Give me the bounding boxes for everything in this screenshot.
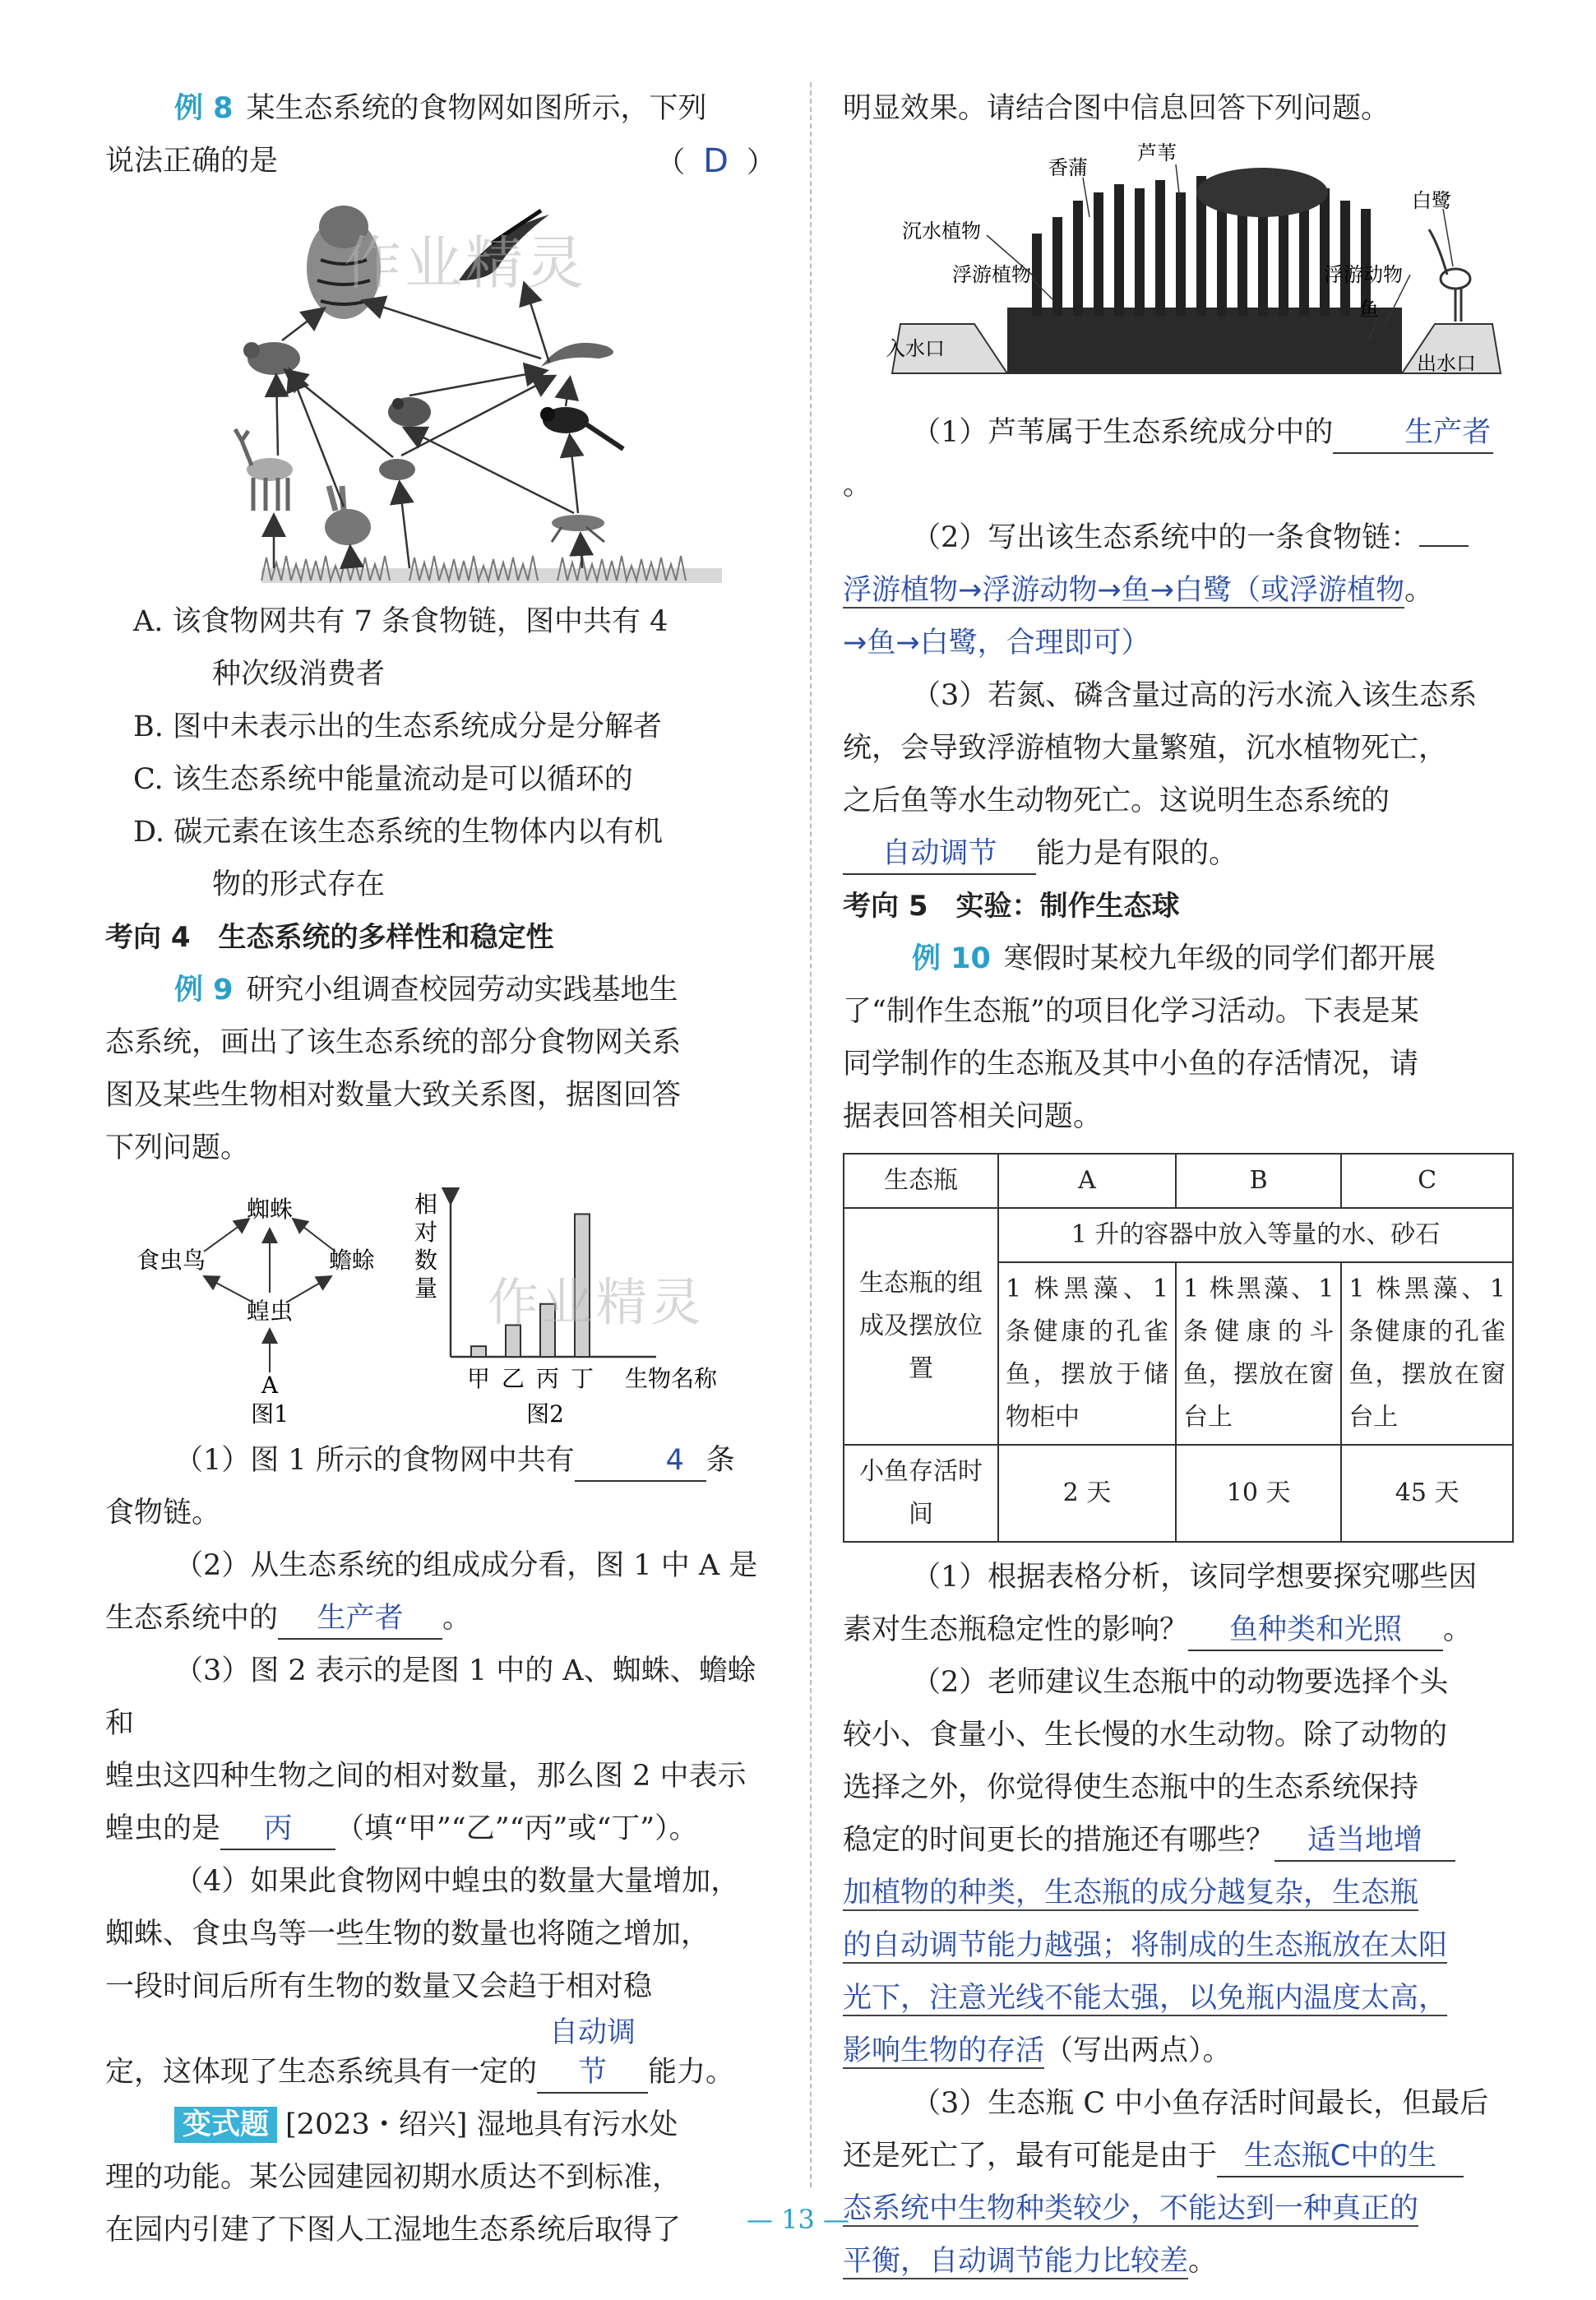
ex10-a2-answer-2: 加植物的种类，生态瓶的成分越复杂，生态瓶	[843, 1877, 1419, 1909]
ex8-answer-bracket	[656, 135, 775, 189]
magpie-icon	[540, 407, 623, 449]
ex9-intro-4: 下列问题。	[105, 1131, 250, 1164]
variant-a2-line2	[843, 617, 1513, 669]
fig2-tick-labels	[467, 1365, 594, 1392]
table-header: 生态瓶	[844, 1154, 998, 1208]
ex9-intro	[105, 964, 775, 1016]
ex9-a3-blank: 丙	[220, 1809, 335, 1850]
ex10-q3: （3）生态瓶 C 中小鱼存活时间最长，但最后	[912, 2087, 1489, 2120]
ex10-intro-1: 寒假时某校九年级的同学们都开展	[1003, 942, 1436, 975]
grasshopper-icon	[552, 515, 604, 542]
ex10-q2: （2）老师建议生态瓶中的动物要选择个头	[912, 1666, 1449, 1699]
variant-a2-answer-2: →鱼→白鹭，合理即可）	[843, 627, 1150, 659]
table-header: C	[1341, 1154, 1513, 1208]
variant-text-1: 湿地具有污水处	[476, 2108, 678, 2141]
ex9-q4-end: 能力。	[648, 2056, 735, 2089]
ex9-q1-cont: 食物链。	[105, 1497, 221, 1529]
fig2-ylabel-3: 量	[414, 1275, 438, 1302]
fig1-locust-label: 蝗虫	[246, 1298, 294, 1325]
table-cell-sc: 45 天	[1341, 1445, 1513, 1542]
variant-q1	[843, 406, 1513, 511]
paren-right: ）	[746, 146, 775, 179]
ex10-q1-cont	[843, 1604, 1513, 1656]
variant-q3-cont2: 之后鱼等水生动物死亡。这说明生态系统的	[843, 784, 1390, 817]
rabbit-icon	[325, 486, 371, 545]
ex9-q1-text: （1）图 1 所示的食物网中共有	[174, 1444, 575, 1477]
ex8-tag: 例 8	[174, 92, 234, 125]
page-number: — 13 —	[746, 2204, 850, 2235]
fig2-ylabel-1: 对	[414, 1219, 438, 1246]
variant-q2-end: 。	[1404, 574, 1433, 607]
column-divider	[810, 82, 812, 2187]
ex10-q3-cont	[843, 2130, 1513, 2182]
fig2-tick-label: 甲	[466, 1365, 491, 1392]
variant-q2	[843, 511, 1513, 564]
label-fuyou-zw: 浮游植物	[952, 263, 1031, 286]
variant-q3: （3）若氮、磷含量过高的污水流入该生态系	[912, 679, 1478, 712]
ex9-q3-cont: 蝗虫这四种生物之间的相对数量，那么图 2 中表示	[105, 1760, 747, 1793]
fig2-ylabel-2: 数	[414, 1247, 438, 1274]
wetland-figure	[843, 143, 1513, 406]
table-header-row	[844, 1154, 1513, 1208]
mouse-small-icon	[379, 459, 415, 480]
ex10-tag: 例 10	[912, 942, 991, 975]
ex10-a2-answer-5: 影响生物的存活	[843, 2034, 1045, 2067]
ex10-q3-text: 还是死亡了，最有可能是由于	[843, 2140, 1218, 2173]
ex10-a3-answer-3: 平衡，自动调节能力比较差	[843, 2245, 1189, 2278]
label-bailu: 白鹭	[1412, 189, 1451, 212]
table-cell-sa: 2 天	[998, 1445, 1176, 1542]
ex10-intro-3: 同学制作的生态瓶及其中小鱼的存活情况，请	[843, 1048, 1419, 1081]
label-outlet: 出水口	[1417, 352, 1476, 375]
fig2-tick-label: 丙	[535, 1365, 560, 1392]
ex10-a1-blank: 鱼种类和光照	[1188, 1610, 1443, 1651]
grass-strip	[261, 556, 722, 583]
ex10-q3-end: 。	[1188, 2245, 1218, 2278]
ex9-q3-end: （填“甲”“乙”“丙”或“丁”）。	[335, 1812, 698, 1845]
label-xiangpu: 香蒲	[1048, 156, 1088, 179]
ex8-option-c: C. 该生态系统中能量流动是可以循环的	[133, 763, 633, 796]
variant-a2-line1	[843, 564, 1513, 617]
ex9-q4-cont3	[105, 2013, 775, 2099]
ex9-q3-cont2	[105, 1803, 775, 1855]
ex9-q3-text: 蝗虫的是	[105, 1812, 221, 1845]
label-yu: 鱼	[1359, 298, 1379, 321]
table-cell-sb: 10 天	[1176, 1445, 1341, 1542]
ex10-a3-line3	[843, 2235, 1513, 2288]
ex8-question	[105, 82, 775, 135]
label-inlet: 入水口	[886, 337, 945, 360]
ex9-q2-cont	[105, 1592, 775, 1645]
table-cell-common: 1 升的容器中放入等量的水、砂石	[998, 1208, 1513, 1262]
table-row	[844, 1208, 1513, 1262]
ex10-q2-cont3	[843, 1814, 1513, 1867]
ex10-q2-text: 稳定的时间更长的措施还有哪些？	[843, 1824, 1275, 1857]
fig1-a-label: A	[261, 1372, 279, 1399]
ex9-q4-cont: 蜘蛛、食虫鸟等一些生物的数量也将随之增加，	[105, 1918, 710, 1951]
table-row	[844, 1445, 1513, 1542]
label-fuyou-dw: 浮游动物	[1324, 263, 1403, 286]
eco-bottle-table	[843, 1153, 1514, 1543]
ex10-a2-line5	[843, 2025, 1513, 2077]
ex10-intro-2: 了“制作生态瓶”的项目化学习活动。下表是某	[843, 995, 1419, 1028]
ex9-q1-text-b: 条	[705, 1444, 735, 1477]
ex9-intro-1: 研究小组调查校园劳动实践基地生	[246, 974, 678, 1007]
fig2-ylabel	[414, 1191, 437, 1302]
fig2-bar-0	[471, 1346, 486, 1357]
ex9-a4-blank: 自动调节	[537, 2013, 648, 2094]
ex9-q2-text: 生态系统中的	[105, 1602, 279, 1635]
ex10-a3-answer-2: 态系统中生物种类较少，不能达到一种真正的	[843, 2192, 1419, 2225]
ex10-q1-end: 。	[1443, 1613, 1473, 1646]
mouse-icon	[243, 342, 300, 375]
variant-q2-text: （2）写出该生态系统中的一条食物链：	[912, 521, 1420, 554]
variant-q1-text: （1）芦苇属于生态系统成分中的	[912, 416, 1334, 449]
ex10-intro-4: 据表回答相关问题。	[843, 1100, 1103, 1133]
ex9-a2-blank: 生产者	[278, 1599, 442, 1640]
section-heading-kx5: 考向 5 实验：制作生态球	[843, 890, 1180, 923]
table-cell-b: 1 株黑藻、1 条健康的斗鱼，摆放在窗台上	[1176, 1262, 1341, 1445]
ex8-food-web-figure	[105, 194, 775, 595]
variant-tag: 变式题	[174, 2107, 277, 2143]
heron-icon	[1429, 229, 1470, 322]
reeds-icon	[1032, 168, 1371, 316]
variant-intro	[105, 2099, 775, 2151]
ex10-intro	[843, 932, 1513, 985]
ex10-q2-cont2: 选择之外，你觉得使生态瓶中的生态系统保持	[843, 1771, 1419, 1804]
ex9-a1-blank: 4	[575, 1441, 706, 1482]
fig1-toad-label: 蟾蜍	[328, 1247, 376, 1274]
ex10-a2-line2	[843, 1867, 1513, 1919]
variant-q1-end: 。	[843, 469, 872, 502]
ex10-a3-blank: 生态瓶C中的生	[1217, 2136, 1464, 2177]
ex8-question-line2	[105, 135, 775, 187]
variant-q2-blank-start	[1419, 545, 1469, 547]
ex8-option-b: B. 图中未表示出的生态系统成分是分解者	[133, 710, 662, 743]
fig1-arrows	[204, 1219, 335, 1372]
ex9-q1	[105, 1434, 775, 1487]
left-column	[105, 82, 775, 2256]
ex10-a2-line4	[843, 1972, 1513, 2025]
ex9-q4-text: 定，这体现了生态系统具有一定的	[105, 2056, 538, 2089]
ex10-q2-end: （写出两点）。	[1044, 2034, 1232, 2067]
fig1-food-web	[136, 1196, 375, 1428]
fig2-tick-label: 丁	[570, 1365, 594, 1392]
section-heading-kx4: 考向 4 生态系统的多样性和稳定性	[105, 921, 554, 954]
variant-q3-cont3	[843, 827, 1513, 880]
ex9-intro-2: 态系统，画出了该生态系统的部分食物网关系	[105, 1026, 682, 1059]
variant-text-2: 理的功能。某公园建园初期水质达不到标准，	[105, 2161, 682, 2194]
wetland-water	[1007, 308, 1402, 373]
table-header: A	[998, 1154, 1176, 1208]
ex9-q4: （4）如果此食物网中蝗虫的数量大量增加，	[174, 1865, 740, 1898]
ex8-option-d-cont: 物的形式存在	[212, 868, 386, 901]
deer-icon	[235, 429, 293, 511]
ex8-text: 某生态系统的食物网如图所示，下列	[246, 92, 707, 125]
variant-source: [2023・绍兴]	[285, 2108, 468, 2141]
ex9-intro-3: 图及某些生物相对数量大致关系图，据图回答	[105, 1079, 682, 1112]
variant-a3-blank: 自动调节	[843, 834, 1036, 875]
ex9-tag: 例 9	[174, 974, 234, 1007]
table-row-label: 生态瓶的组成及摆放位置	[844, 1208, 998, 1445]
ex10-q2-cont: 较小、食量小、生长慢的水生动物。除了动物的	[843, 1719, 1448, 1752]
ex9-figures	[105, 1187, 775, 1434]
fig2-xlabel: 生物名称	[625, 1365, 718, 1392]
ex8-option-a-cont: 种次级消费者	[212, 658, 386, 691]
paren-left: （	[656, 146, 686, 179]
ex8-answer: D	[703, 142, 729, 180]
ex8-option-d: D. 碳元素在该生态系统的生物体内以有机	[133, 816, 664, 849]
ex9-q4-cont2: 一段时间后所有生物的数量又会趋于相对稳	[105, 1970, 653, 2003]
ex10-q1-text: 素对生态瓶稳定性的影响？	[843, 1613, 1189, 1646]
ex10-q1: （1）根据表格分析，该同学想要探究哪些因	[912, 1561, 1478, 1594]
variant-q3-cont: 统，会导致浮游植物大量繁殖，沉水植物死亡，	[843, 732, 1448, 765]
ex9-q2-end: 。	[442, 1602, 472, 1635]
variant-a1-blank: 生产者	[1333, 413, 1493, 454]
ex9-q2: （2）从生态系统的组成成分看，图 1 中 A 是	[174, 1549, 758, 1582]
frog-icon	[388, 397, 431, 427]
right-column	[843, 82, 1513, 2288]
fig1-bird-label: 食虫鸟	[136, 1247, 206, 1274]
ex10-a2-blank: 适当地增	[1274, 1821, 1455, 1862]
ex8-option-a: A. 该食物网共有 7 条食物链，图中共有 4	[133, 605, 668, 638]
watermark: 作业精灵	[344, 229, 587, 297]
table-row-label: 小鱼存活时间	[844, 1445, 998, 1542]
fig1-spider-label: 蜘蛛	[246, 1196, 294, 1223]
table-cell-c: 1 株黑藻、1 条健康的孔雀鱼，摆放在窗台上	[1341, 1262, 1513, 1445]
variant-text-4: 明显效果。请结合图中信息回答下列问题。	[843, 92, 1390, 125]
watermark-2: 作业精灵	[488, 1272, 705, 1332]
fig2-ylabel-0: 相	[414, 1191, 438, 1218]
fig1-caption: 图1	[251, 1400, 289, 1428]
variant-text-3: 在园内引建了下图人工湿地生态系统后取得了	[105, 2214, 682, 2247]
fig2-caption: 图2	[526, 1400, 564, 1428]
ex10-a2-answer-3: 的自动调节能力越强；将制成的生态瓶放在太阳	[843, 1929, 1448, 1962]
fig2-tick-label: 乙	[501, 1365, 525, 1392]
ex8-text2: 说法正确的是	[105, 145, 279, 178]
table-header: B	[1176, 1154, 1341, 1208]
variant-q3-end: 能力是有限的。	[1036, 837, 1238, 870]
ex10-a2-line3	[843, 1919, 1513, 1972]
variant-a2-answer-1: 浮游植物→浮游动物→鱼→白鹭（或浮游植物	[843, 574, 1404, 607]
table-cell-a: 1 株黑藻、1 条健康的孔雀鱼，摆放于储物柜中	[998, 1262, 1176, 1445]
wetland-illustration	[843, 143, 1513, 406]
snake-icon	[541, 343, 613, 367]
ex9-q3: （3）图 2 表示的是图 1 中的 A、蜘蛛、蟾蜍和	[105, 1654, 756, 1740]
food-web-arrows	[274, 285, 582, 568]
ex10-a2-answer-4: 光下，注意光线不能太强，以免瓶内温度太高，	[843, 1982, 1448, 2015]
label-luwei: 芦苇	[1137, 143, 1177, 164]
label-chenshui: 沉水植物	[902, 220, 981, 243]
